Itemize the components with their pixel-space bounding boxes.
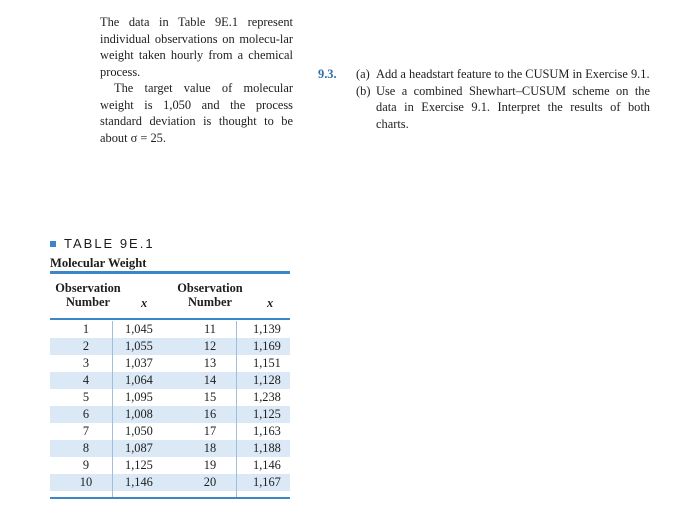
col-header-obs-right: Observation Number <box>177 281 243 309</box>
x-cell: 1,151 <box>253 356 281 370</box>
obs-cell: 2 <box>82 339 90 353</box>
square-bullet-icon <box>50 241 56 247</box>
x-cell: 1,188 <box>253 441 281 455</box>
x-cell: 1,167 <box>253 475 281 489</box>
x-cell: 1,125 <box>125 458 153 472</box>
intro-text-2: The target value of molecular weight is 1,050 and the process standard deviation is thought to be about σ = 25. <box>100 81 293 145</box>
table-label <box>50 236 155 251</box>
obs-cell: 7 <box>82 424 90 438</box>
exercise-number: 9.3. <box>318 67 337 81</box>
table-bottom-rule <box>50 497 290 499</box>
x-cell: 1,045 <box>125 322 153 336</box>
part-b-text: Use a combined Shewhart–CUSUM scheme on the data in Exercise 9.1. Interpret the results of both charts. <box>376 83 650 131</box>
part-a-text: Add a headstart feature to the CUSUM in Exercise 9.1. <box>376 67 650 81</box>
x-cell: 1,008 <box>125 407 153 421</box>
column-divider <box>236 321 237 497</box>
col-header-x-left: x <box>141 296 148 310</box>
obs-cell: 12 <box>203 339 217 353</box>
x-cell: 1,146 <box>125 475 153 489</box>
part-b-label: (b) <box>356 83 371 98</box>
column-divider <box>112 321 113 497</box>
intro-paragraph <box>100 14 293 146</box>
obs-cell: 6 <box>82 407 90 421</box>
table-header <box>50 236 155 271</box>
obs-cell: 8 <box>82 441 90 455</box>
table-top-rule <box>50 271 290 274</box>
table-header-rule <box>50 318 290 320</box>
x-cell: 1,128 <box>253 373 281 387</box>
obs-cell: 18 <box>203 441 217 455</box>
obs-cell: 20 <box>203 475 217 489</box>
exercise-part-b <box>356 83 650 133</box>
obs-cell: 5 <box>82 390 90 404</box>
obs-cell: 4 <box>82 373 90 387</box>
x-cell: 1,169 <box>253 339 281 353</box>
col-header-obs-left: Observation Number <box>55 281 121 309</box>
x-cell: 1,139 <box>253 322 281 336</box>
obs-cell: 15 <box>203 390 217 404</box>
obs-cell: 11 <box>204 322 216 336</box>
obs-cell: 14 <box>203 373 217 387</box>
obs-cell: 19 <box>203 458 217 472</box>
x-cell: 1,238 <box>253 390 281 404</box>
part-a-label: (a) <box>356 67 370 81</box>
intro-text-1: The data in Table 9E.1 represent individual observations on molecu-lar weight taken hourly from a chemical process. <box>100 15 293 79</box>
x-cell: 1,146 <box>253 458 281 472</box>
table-label-text: TABLE 9E.1 <box>64 236 155 251</box>
obs-cell: 10 <box>79 475 93 489</box>
x-cell: 1,055 <box>125 339 153 353</box>
col-header-x-right: x <box>267 296 274 310</box>
x-cell: 1,163 <box>253 424 281 438</box>
x-cell: 1,087 <box>125 441 153 455</box>
x-cell: 1,037 <box>125 356 153 370</box>
obs-cell: 9 <box>82 458 90 472</box>
x-cell: 1,095 <box>125 390 153 404</box>
obs-cell: 3 <box>82 356 90 370</box>
obs-cell: 17 <box>203 424 217 438</box>
exercise-part-a <box>356 66 650 83</box>
table-title: Molecular Weight <box>50 256 147 270</box>
x-cell: 1,125 <box>253 407 281 421</box>
x-cell: 1,050 <box>125 424 153 438</box>
exercise-9-3 <box>318 66 650 132</box>
obs-cell: 1 <box>82 322 90 336</box>
x-cell: 1,064 <box>125 373 153 387</box>
obs-cell: 13 <box>203 356 217 370</box>
obs-cell: 16 <box>203 407 217 421</box>
